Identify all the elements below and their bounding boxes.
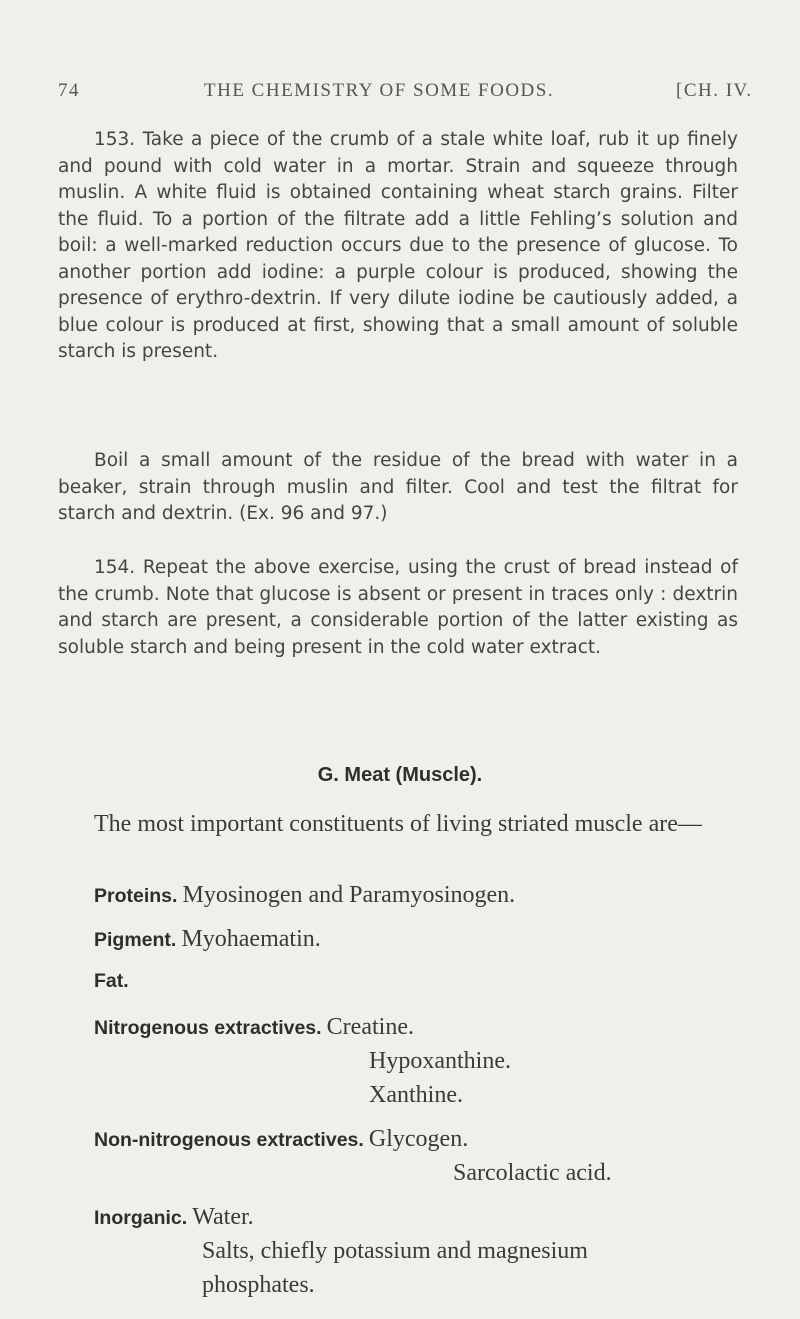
pigment-value: Myohaematin. bbox=[181, 926, 321, 952]
running-head bbox=[58, 80, 800, 110]
paragraph-154: 154. Repeat the above exercise, using the crust of bread instead of the crumb. Note that glucose is absent or present in traces only : dextrin and starch are present, a considerable portion of the latter existing as soluble starch and being present in the cold water extract. bbox=[58, 557, 738, 658]
non-nitrogenous-item: Glycogen. bbox=[368, 1126, 469, 1152]
inorganic-label: Inorganic. bbox=[94, 1207, 188, 1229]
inorganic-item: Water. bbox=[192, 1204, 254, 1230]
inorganic-item: Salts, chiefly potassium and magnesium bbox=[202, 1238, 588, 1264]
running-title: THE CHEMISTRY OF SOME FOODS. bbox=[204, 80, 555, 101]
nitrogenous-item: Hypoxanthine. bbox=[369, 1048, 511, 1074]
paragraph-153: 153. Take a piece of the crumb of a stale white loaf, rub it up finely and pound with cold water in a mortar. Strain and squeeze through muslin. A white fluid is obtained containing wheat starch grains. Filter the fluid. To a portion of the filtrate add a little Fehling’s solution and boil: a well-marked reduction occurs due to the presence of glucose. To another portion add iodine: a purple colour is produced, showing the presence of erythro-dextrin. If very dilute iodine be cautiously added, a blue colour is produced at first, showing that a small amount of soluble starch is present. bbox=[58, 129, 738, 362]
pigment-label: Pigment. bbox=[94, 929, 177, 951]
constituent-non-nitrogenous-extractives bbox=[94, 1126, 468, 1153]
constituent-proteins bbox=[94, 882, 515, 909]
constituent-inorganic bbox=[94, 1204, 254, 1231]
non-nitrogenous-label: Non-nitrogenous extractives. bbox=[94, 1129, 364, 1151]
nitrogenous-item: Xanthine. bbox=[369, 1082, 463, 1108]
non-nitrogenous-item: Sarcolactic acid. bbox=[453, 1160, 612, 1186]
section-intro: The most important constituents of living striated muscle are— bbox=[94, 811, 702, 837]
inorganic-item: phosphates. bbox=[202, 1272, 315, 1298]
nitrogenous-item: Creatine. bbox=[326, 1014, 414, 1040]
constituent-fat bbox=[94, 970, 129, 993]
fat-label: Fat. bbox=[94, 970, 129, 992]
page-number: 74 bbox=[58, 80, 80, 101]
constituent-nitrogenous-extractives bbox=[94, 1014, 414, 1041]
constituent-pigment bbox=[94, 926, 321, 953]
paragraph-boil-residue: Boil a small amount of the residue of the bread with water in a beaker, strain through muslin and filter. Cool and test the filtrat for starch and dextrin. (Ex. 96 and 97.) bbox=[58, 450, 738, 524]
proteins-label: Proteins. bbox=[94, 885, 178, 907]
chapter-marker: [CH. IV. bbox=[676, 80, 753, 101]
proteins-value: Myosinogen and Paramyosinogen. bbox=[182, 882, 516, 908]
nitrogenous-label: Nitrogenous extractives. bbox=[94, 1017, 322, 1039]
section-heading: G. Meat (Muscle). bbox=[317, 764, 483, 786]
